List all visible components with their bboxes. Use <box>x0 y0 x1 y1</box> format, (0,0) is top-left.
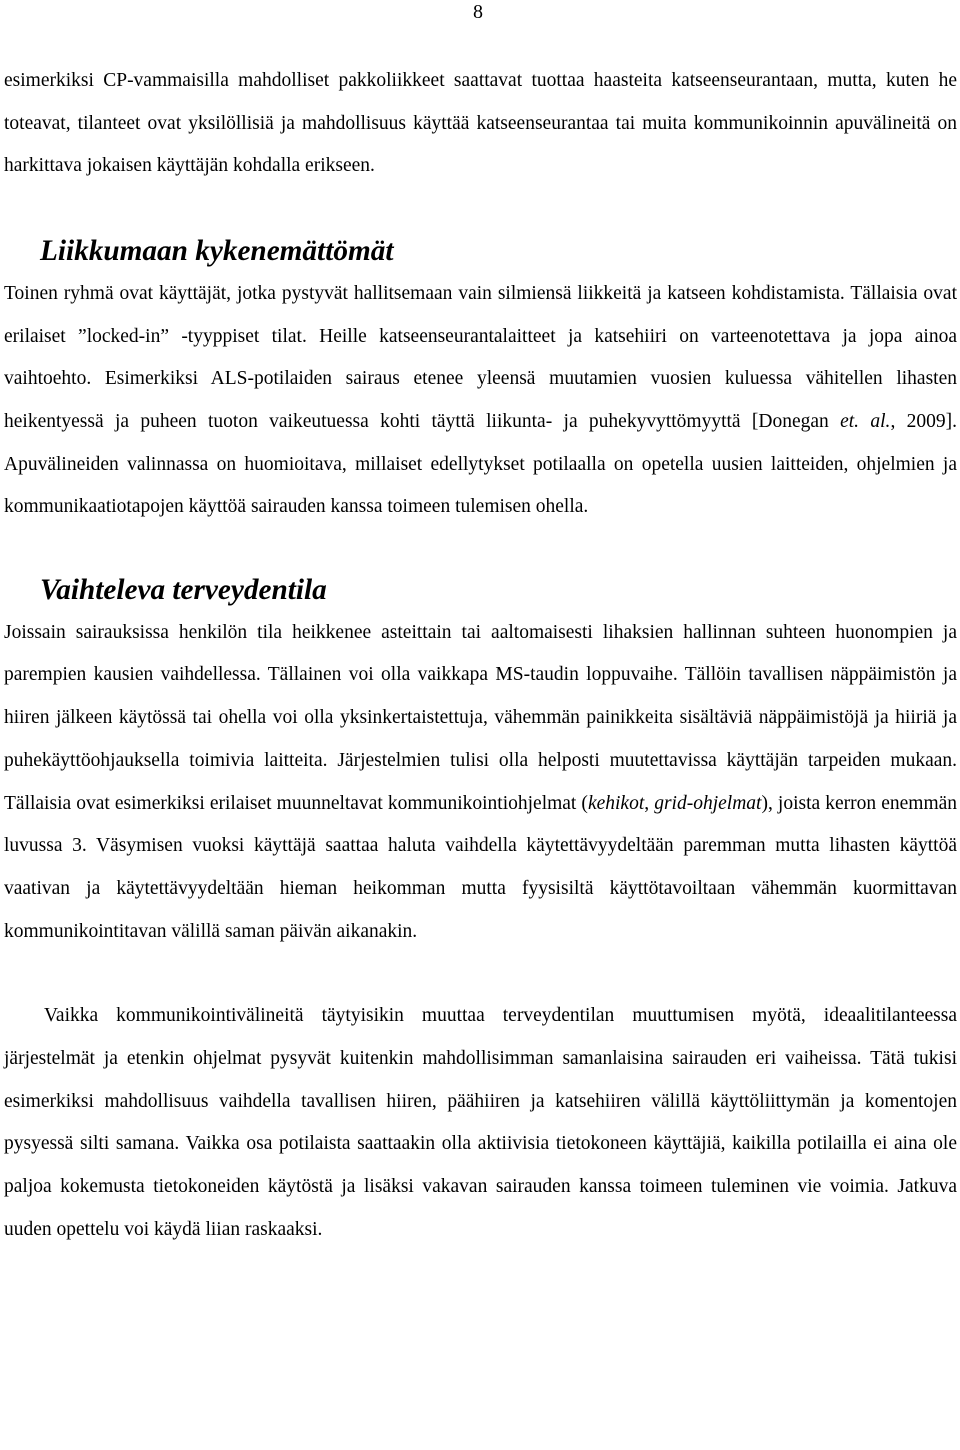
page-number: 8 <box>473 1 483 23</box>
paragraph-text: Toinen ryhmä ovat käyttäjät, jotka pystyvät hallitsemaan vain silmiensä liikkeitä ja katseen kohdistamista. Tällaisia ovat erilaiset ”locked-in” -tyyppiset tilat. Heille katseenseurantalaitteet ja katsehiiri on varteenotettava ja jopa ainoa vaihtoehto. Esimerkiksi ALS-potilaiden sairaus etenee yleensä muutamien vuosien kuluessa vähitellen lihasten heikentyessä ja puheen tuoton vaikeutuessa kohti täyttä liikunta- ja puhekyvyttömyyttä [Donegan <box>4 282 957 432</box>
term-grid-ohjelmat: grid-ohjelmat <box>654 792 762 814</box>
citation-al: al. <box>870 410 891 432</box>
citation-et: et. <box>840 410 860 432</box>
paragraph-intro: esimerkiksi CP-vammaisilla mahdolliset pakkoliikkeet saattavat tuottaa haasteita katseenseurantaan, mutta, kuten he toteavat, tilanteet ovat yksilöllisiä ja mahdollisuus käyttää katseenseurantaa tai muita kommunikoinnin apuvälineitä on harkittava jokaisen käyttäjän kohdalla erikseen. <box>4 70 957 177</box>
term-separator: , <box>644 792 655 814</box>
paragraph-liikkumaan <box>4 273 957 529</box>
document-body <box>4 60 957 1252</box>
section-heading-vaihteleva: Vaihteleva terveydentila <box>40 574 327 607</box>
section-heading-liikkumaan: Liikkumaan kykenemättömät <box>40 235 394 268</box>
spacer <box>4 188 957 230</box>
spacer <box>4 953 957 995</box>
paragraph-text: ), joista kerron enemmän luvussa 3. Väsymisen vuoksi käyttäjä saattaa haluta vaihdella käytettävyydeltään paremman mutta lihasten käyttöä vaativan ja käytettävyydeltään hieman heikomman mutta fyysisiltä käyttötavoiltaan vähemmän kuormittavan kommunikointitavan välillä saman päivän aikanakin. <box>4 792 958 942</box>
spacer <box>4 529 957 569</box>
paragraph-vaihteleva <box>4 612 957 954</box>
paragraph-text: , 2009]. Apuvälineiden valinnassa on huomioitava, millaiset edellytykset potilaalla on opetella uusien laitteiden, ohjelmien ja kommunikaatiotapojen käyttöä sairauden kanssa toimeen tulemisen ohella. <box>4 410 958 518</box>
paragraph-text: Joissain sairauksissa henkilön tila heikkenee asteittain tai aaltomaisesti lihaksien hallinnan suhteen huonompien ja parempien kausien vaihdellessa. Tällainen voi olla vaikkapa MS-taudin loppuvaihe. Tällöin tavallisen näppäimistön ja hiiren jälkeen käytössä tai ohella voi olla yksinkertaistettuja, vähemmän painikkeita sisältäviä näppäimistöjä ja hiiriä ja puhekäyttöohjauksella toimivia laitteita. Järjestelmien tulisi olla helposti muutettavissa käyttäjän tarpeiden mukaan. Tällaisia ovat esimerkiksi erilaiset muunneltavat kommunikointiohjelmat ( <box>4 621 957 814</box>
term-kehikot: kehikot <box>587 792 645 814</box>
paragraph-vaikka: Vaikka kommunikointivälineitä täytyisikin muuttaa terveydentilan muuttumisen myötä, ideaalitilanteessa järjestelmät ja etenkin ohjelmat pysyvät kuitenkin mahdollisimman samanlaisina sairauden eri vaiheissa. Tätä tukisi esimerkiksi mahdollisuus vaihdella tavallisen hiiren, päähiiren ja katsehiiren välillä käyttöliittymän ja komentojen pysyessä silti samana. Vaikka osa potilaista saattaakin olla aktiivisia tietokoneen käyttäjiä, kaikilla potilailla ei aina ole paljoa kokemusta tietokoneiden käytöstä ja lisäksi vakavan sairauden kanssa toimeen tuleminen vie voimia. Jatkuva uuden opettelu voi käydä liian raskaaksi. <box>4 1005 957 1240</box>
citation-space <box>859 411 870 432</box>
